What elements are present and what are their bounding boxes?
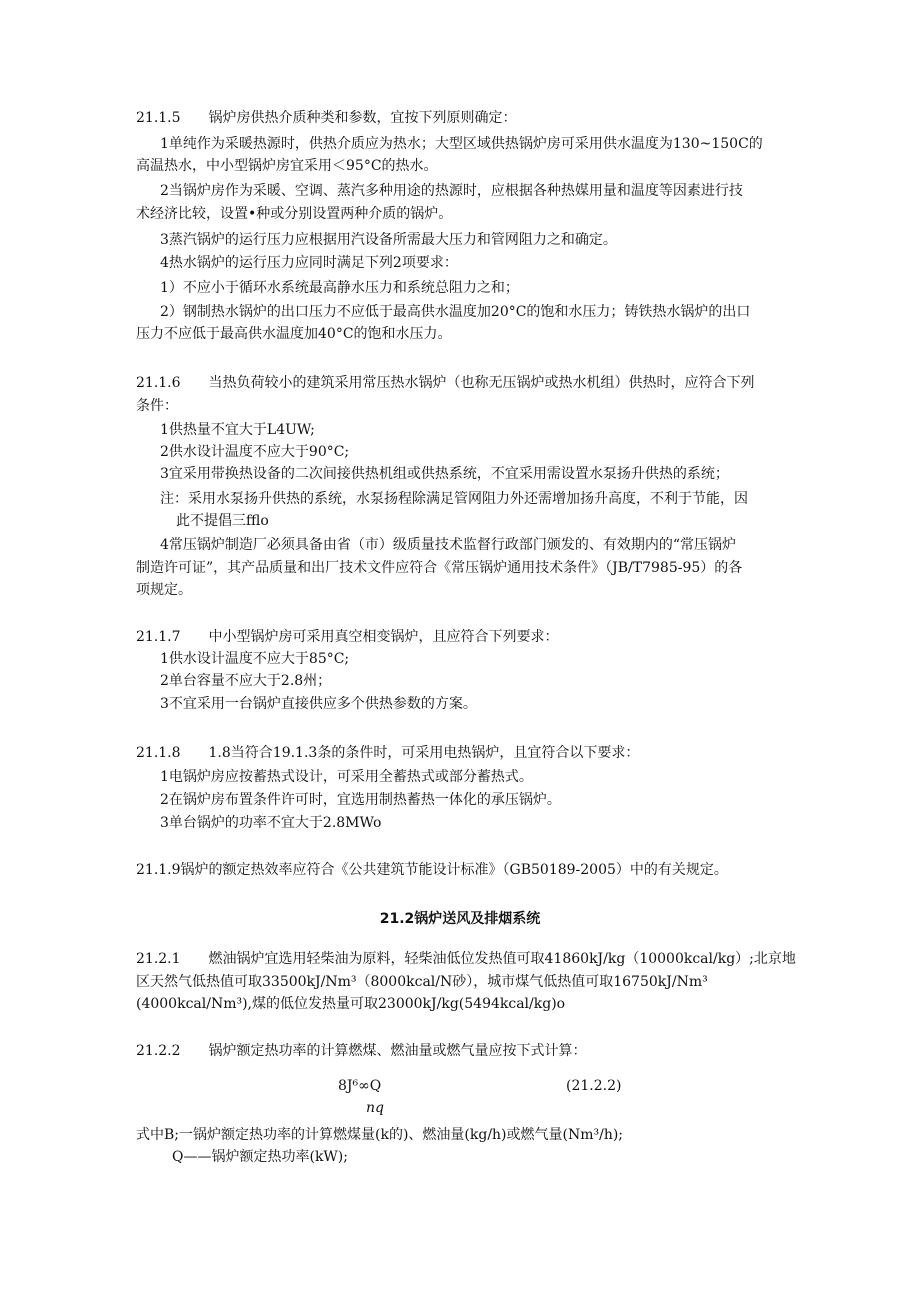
paragraph-line: 1供水设计温度不应大于85°C; xyxy=(160,651,350,667)
where-line: 式中B;一锅炉额定热功率的计算燃煤量(k的)、燃油量(kg/h)或燃气量(Nm³/h); xyxy=(136,1127,624,1143)
paragraph-line: 条件： xyxy=(136,398,178,414)
formula-number: (21.2.2) xyxy=(566,1078,622,1094)
paragraph-line: 项规定。 xyxy=(136,582,192,598)
note-line: 注：采用水泵扬升供热的系统，水泵扬程除满足管网阻力外还需增加扬升高度，不利于节能，因 xyxy=(160,491,748,507)
paragraph-line: 1供热量不宜大于L4UW; xyxy=(160,422,315,438)
paragraph-line: 3单台锅炉的功率不宜大于2.8MWo xyxy=(160,815,382,831)
paragraph-line: 3宜采用带换热设备的二次间接供热机组或供热系统，不宜采用需设置水泵扬升供热的系统； xyxy=(160,466,729,482)
formula-denominator: nq xyxy=(366,1100,384,1116)
section-heading: 21.1.6 当热负荷较小的建筑采用常压热水锅炉（也称无压锅炉或热水机组）供热时，应符合下列 xyxy=(136,375,755,391)
paragraph-line: 2）钢制热水锅炉的出口压力不应低于最高供水温度加20°C的饱和水压力；铸铁热水锅炉的出口 xyxy=(160,304,751,320)
paragraph-line: 4热水锅炉的运行压力应同时满足下列2项要求： xyxy=(160,255,458,271)
paragraph-line: (4000kcal/Nm³),煤的低位发热量可取23000kJ/kg(5494kcal/kg)o xyxy=(136,996,566,1012)
paragraph-line: 3不宜采用一台锅炉直接供应多个供热参数的方案。 xyxy=(160,696,477,712)
where-line: Q——锅炉额定热功率(kW); xyxy=(172,1149,348,1165)
section-heading: 21.1.8 1.8当符合19.1.3条的条件时，可采用电热锅炉，且宜符合以下要求： xyxy=(136,745,640,761)
paragraph-line: 21.2.1 燃油锅炉宜选用轻柴油为原料，轻柴油低位发热值可取41860kJ/kg（10000kcal/kg）;北京地 xyxy=(136,951,796,967)
paragraph-line: 2单台容量不应大于2.8州； xyxy=(160,673,332,689)
paragraph-line: 术经济比较，设置•种或分别设置两种介质的锅炉。 xyxy=(136,206,453,222)
note-line: 此不提倡三fflo xyxy=(176,513,269,529)
formula-numerator: 8J⁶∞Q xyxy=(338,1078,382,1094)
paragraph-line: 2供水设计温度不应大于90°C; xyxy=(160,444,350,460)
paragraph-line: 高温热水，中小型锅炉房宜采用＜95°C的热水。 xyxy=(136,158,438,174)
paragraph-line: 4常压锅炉制造厂必须具备由省（市）级质量技术监督行政部门颁发的、有效期内的“常压锅炉 xyxy=(160,537,737,553)
paragraph-line: 2当锅炉房作为采暖、空调、蒸汽多种用途的热源时，应根据各种热媒用量和温度等因素进行技 xyxy=(160,183,743,199)
paragraph-line: 压力不应低于最高供水温度加40°C的饱和水压力。 xyxy=(136,326,452,342)
paragraph-line: 1电锅炉房应按蓄热式设计，可采用全蓄热式或部分蓄热式。 xyxy=(160,769,533,785)
section-heading: 21.1.5 锅炉房供热介质种类和参数，宜按下列原则确定： xyxy=(136,110,517,126)
paragraph-line: 区天然气低热值可取33500kJ/Nm³（8000kcal/N砂），城市煤气低热值可取16750kJ/Nm³ xyxy=(136,974,708,990)
paragraph-line: 制造许可证”，其产品质量和出厂技术文件应符合《常压锅炉通用技术条件》（JB/T7985-95）的各 xyxy=(136,560,743,576)
paragraph-line: 3蒸汽锅炉的运行压力应根据用汽设备所需最大压力和管网阻力之和确定。 xyxy=(160,232,617,248)
section-heading: 21.1.7 中小型锅炉房可采用真空相变锅炉，且应符合下列要求： xyxy=(136,629,559,645)
paragraph-line: 1）不应小于循环水系统最高静水压力和系统总阻力之和； xyxy=(160,280,519,296)
section-title-21-2: 21.2锅炉送风及排烟系统 xyxy=(379,911,541,927)
paragraph-line: 1单纯作为采暖热源时，供热介质应为热水；大型区域供热锅炉房可采用供水温度为130~150C的 xyxy=(160,136,763,152)
section-heading: 21.2.2 锅炉额定热功率的计算燃煤、燃油量或燃气量应按下式计算： xyxy=(136,1043,587,1059)
section-21-1-9: 21.1.9锅炉的额定热效率应符合《公共建筑节能设计标准》（GB50189-2005）中的有关规定。 xyxy=(136,862,728,878)
paragraph-line: 2在锅炉房布置条件许可时，宜选用制热蓄热一体化的承压锅炉。 xyxy=(160,792,561,808)
